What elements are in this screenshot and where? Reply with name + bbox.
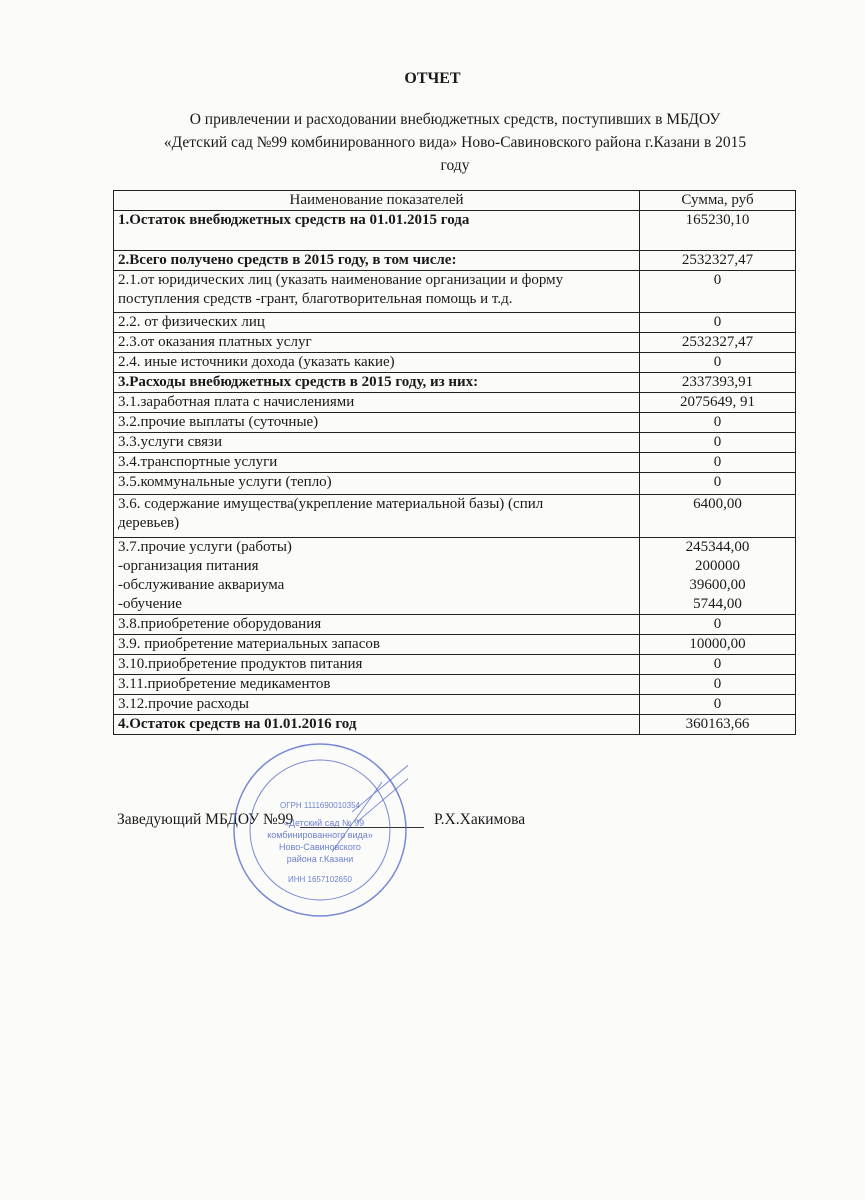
indicator-name-line: деревьев)	[118, 515, 180, 531]
sum-line: 0	[713, 272, 722, 288]
indicator-sum	[640, 715, 796, 735]
table-row	[114, 453, 796, 473]
sum-line: 2532327,47	[681, 252, 754, 268]
indicator-sum	[640, 313, 796, 333]
indicator-name-line: 2.4. иные источники дохода (указать какие)	[118, 354, 395, 370]
svg-text:Ново-Савиновского: Ново-Савиновского	[279, 842, 361, 852]
table-row	[114, 635, 796, 655]
indicator-sum	[640, 495, 796, 538]
indicator-name	[114, 675, 640, 695]
sum-line: 2532327,47	[681, 334, 754, 350]
indicator-sum	[640, 353, 796, 373]
indicator-name-line: 4.Остаток средств на 01.01.2016 год	[118, 716, 357, 732]
sum-line: 2075649, 91	[680, 394, 755, 410]
indicator-name-line: 3.11.приобретение медикаментов	[118, 676, 331, 692]
table-row	[114, 251, 796, 271]
indicator-name	[114, 251, 640, 271]
table-row	[114, 393, 796, 413]
sum-line: 0	[713, 454, 722, 470]
header-name: Наименование показателей	[114, 191, 640, 211]
indicator-name	[114, 271, 640, 313]
sum-line: 39600,00	[689, 577, 746, 593]
indicator-sum	[640, 251, 796, 271]
indicator-sum	[640, 333, 796, 353]
indicator-name	[114, 373, 640, 393]
signature-position: Заведующий МБДОУ №99	[117, 811, 294, 828]
indicator-name-line: 2.Всего получено средств в 2015 году, в том числе:	[118, 252, 457, 268]
indicator-sum	[640, 271, 796, 313]
indicator-name-line: 3.10.приобретение продуктов питания	[118, 656, 363, 672]
table-row	[114, 313, 796, 333]
sum-line: 0	[713, 354, 722, 370]
sum-line: 6400,00	[693, 496, 742, 512]
svg-text:«Детский сад № 99: «Детский сад № 99	[283, 818, 365, 828]
indicator-sum	[640, 473, 796, 495]
indicator-name-line: 3.Расходы внебюджетных средств в 2015 году, из них:	[118, 374, 479, 390]
indicator-name	[114, 715, 640, 735]
table-row	[114, 715, 796, 735]
indicator-name	[114, 393, 640, 413]
table-row	[114, 495, 796, 538]
indicator-sum	[640, 373, 796, 393]
subtitle-line: году	[440, 157, 470, 174]
sum-line: 0	[713, 616, 722, 632]
indicator-name-line: 2.2. от физических лиц	[118, 314, 265, 330]
indicator-name	[114, 313, 640, 333]
sum-line: 200000	[695, 558, 740, 574]
indicator-sum	[640, 635, 796, 655]
table-row	[114, 473, 796, 495]
indicator-name	[114, 453, 640, 473]
report-title: ОТЧЕТ	[404, 70, 461, 87]
table-row	[114, 211, 796, 251]
svg-text:комбинированного вида»: комбинированного вида»	[267, 830, 373, 840]
indicator-name-line: 3.9. приобретение материальных запасов	[118, 636, 380, 652]
indicator-sum	[640, 433, 796, 453]
sum-line: 0	[713, 474, 722, 490]
sum-line: 360163,66	[685, 716, 750, 732]
sum-line: 0	[713, 414, 722, 430]
indicator-name	[114, 433, 640, 453]
indicator-name	[114, 635, 640, 655]
table-header-row	[114, 191, 796, 211]
indicator-name-line: 3.7.прочие услуги (работы)	[118, 539, 292, 555]
header-sum: Сумма, руб	[640, 191, 796, 211]
indicator-name	[114, 333, 640, 353]
indicator-sum	[640, 413, 796, 433]
subtitle-line: «Детский сад №99 комбинированного вида» Ново-Савиновского района г.Казани в 2015	[163, 134, 747, 151]
indicator-name-line: 3.12.прочие расходы	[118, 696, 249, 712]
indicator-name	[114, 695, 640, 715]
official-stamp	[232, 742, 408, 918]
indicator-sum	[640, 211, 796, 251]
table-row	[114, 433, 796, 453]
indicator-name-line: поступления средств -грант, благотворительная помощь и т.д.	[118, 291, 513, 307]
indicator-name-line: 2.1.от юридических лиц (указать наименование организации и форму	[118, 272, 564, 288]
table-row	[114, 333, 796, 353]
indicator-sum	[640, 695, 796, 715]
indicator-name-line: 3.8.приобретение оборудования	[118, 616, 322, 632]
report-subtitle	[120, 108, 790, 177]
indicator-name-line: 2.3.от оказания платных услуг	[118, 334, 312, 350]
indicator-sum	[640, 538, 796, 615]
indicator-name-line: 3.6. содержание имущества(укрепление материальной базы) (спил	[118, 496, 544, 512]
indicator-name-line: -обучение	[118, 596, 182, 612]
indicator-sum	[640, 615, 796, 635]
sum-line: 0	[713, 696, 722, 712]
indicator-name	[114, 211, 640, 251]
sum-line: 10000,00	[689, 636, 746, 652]
indicator-name-line: 3.5.коммунальные услуги (тепло)	[118, 474, 332, 490]
table-row	[114, 353, 796, 373]
indicator-name-line: 3.3.услуги связи	[118, 434, 222, 450]
svg-text:района г.Казани: района г.Казани	[286, 854, 354, 864]
svg-text:ОГРН 1111690010354: ОГРН 1111690010354	[280, 801, 360, 810]
sum-line: 2337393,91	[681, 374, 754, 390]
sum-line: 0	[713, 314, 722, 330]
indicator-name-line: -организация питания	[118, 558, 259, 574]
sum-line: 0	[713, 434, 722, 450]
table-row	[114, 271, 796, 313]
indicator-name-line: 1.Остаток внебюджетных средств на 01.01.2015 года	[118, 212, 470, 228]
table-row	[114, 675, 796, 695]
subtitle-line: О привлечении и расходовании внебюджетных средств, поступивших в МБДОУ	[189, 111, 721, 128]
indicator-name-line: -обслуживание аквариума	[118, 577, 285, 593]
signature-name: Р.Х.Хакимова	[434, 811, 526, 828]
svg-text:ИНН 1657102650: ИНН 1657102650	[287, 875, 353, 884]
table-row	[114, 615, 796, 635]
table-row	[114, 655, 796, 675]
indicator-sum	[640, 393, 796, 413]
indicator-name	[114, 655, 640, 675]
sum-line: 0	[713, 656, 722, 672]
sum-line: 245344,00	[685, 539, 750, 555]
sum-line: 0	[713, 676, 722, 692]
table-row	[114, 538, 796, 615]
indicator-name	[114, 615, 640, 635]
indicator-name	[114, 473, 640, 495]
sum-line: 5744,00	[693, 596, 742, 612]
indicator-name-line: 3.2.прочие выплаты (суточные)	[118, 414, 319, 430]
indicator-name	[114, 413, 640, 433]
table-row	[114, 373, 796, 393]
indicator-name	[114, 538, 640, 615]
indicator-sum	[640, 453, 796, 473]
indicator-name-line: 3.4.транспортные услуги	[118, 454, 278, 470]
table-row	[114, 413, 796, 433]
sum-line: 165230,10	[685, 212, 750, 228]
indicator-name	[114, 495, 640, 538]
indicator-sum	[640, 675, 796, 695]
indicator-name-line: 3.1.заработная плата с начислениями	[118, 394, 355, 410]
table-row	[114, 695, 796, 715]
indicator-sum	[640, 655, 796, 675]
report-table	[113, 190, 796, 735]
indicator-name	[114, 353, 640, 373]
